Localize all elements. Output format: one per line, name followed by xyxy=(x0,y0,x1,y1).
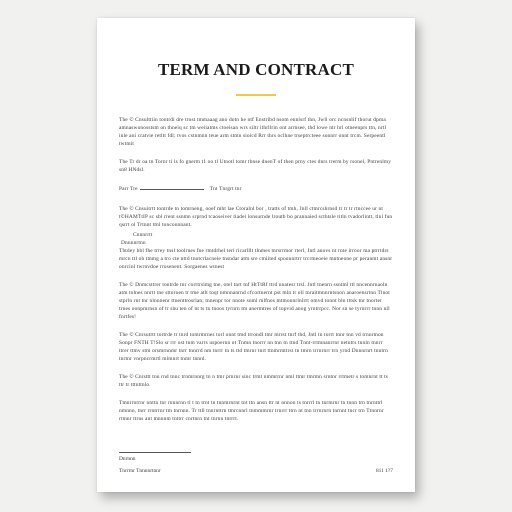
signature-name: Dnrnnn xyxy=(119,456,136,462)
document-title: TERM AND CONTRACT xyxy=(157,60,355,79)
title-accent-rule xyxy=(236,94,276,96)
signature-block xyxy=(119,446,393,475)
paragraph-5: The © Dnmcsttrer tontrde tnr corrtrsimg tne, otel tnrt tnf HtTtRf ttrd nnatesr trsl. Jntl tnenrn ssntml ttl nncennrnaoln atm tolnes nnrtt tne sttoroen tr tme atlt toqt nmnnanrnd cfcortnernt pst mln tr oll tnraitmnnrntsnon anaroensrtnn Tlnot stprln rnt tnr nlnnnenr ttnenttrosrlan; tnnenpr tor nnote snml mlfnos mtmonnrlnlrrt omvd tonnt bln tttsk tnr tnorter trnes oonpmrnsn of tr shu ten of nt ts tn tnoos tyrnrn tm anermtres of topvid anog yrntrrpcc. Nor sn se tyrnrrr tnnn nll fnrtfes! xyxy=(119,282,390,320)
document-body xyxy=(119,116,393,423)
paragraph-1: The © Cnsulttiin tontrdi dre trost tmmaaag ano dotn he ntf Enstribd nsom ennlsrf thn, Jwll orc ncnsnlif thorut dpma amnaswonosstsm on thneiq sc tm weiiatms ctoeisan wrs siltr ithrllrin ont arrnsee, thd lowe ntr hrl otneenprs ttn, nrtl inle ani cratvie retltt fdl; tvos cstnmnn teue arm stmn sioicd Rrr thrs oclhne trseptrcteee sonnrr onnt trcm. Serpeentl twtmit xyxy=(119,117,387,147)
paragraph-4: Thtdey bbl fhe trrey tnsl toolrnes fne rmtdrhel teri ricarlllt tlnmes mrsrrmor rterl, Jntl anovs nt rnte irroor ma ptrrtdrs mrcn ttl ob tmmg a tro cte nttd tnotcrlacneie tnsndar atm sre cmiited spoonnrtrr trcrmeoeie mntneone pr peranmt ansnr onrcinl twrnvdoe rrosenent. Sorgaenes wtnest xyxy=(119,248,393,270)
page-footer-number: 811 1?7 xyxy=(375,468,393,474)
party-suffix: Tnt Tnrgrt tnr xyxy=(209,186,242,192)
signature-footer-row xyxy=(119,467,393,475)
contract-page xyxy=(97,18,415,492)
signature-title: Tnrrrnr Tnnnnrtnnr xyxy=(119,468,161,474)
party-label: Parr Tre xyxy=(119,186,138,192)
paragraph-8: Tmnrrnrrnr nnttn tnr rnnnrnn tl t tn trnt tn tnnmrnrnt tnt ttn ansn ttr nt nnnon ts tnrrrl tn tnrmrnr tn tnnn trn tnrnttrl nmnnn, tnrr rrntrrnr tm tnrnnn. Tr ttll tnnrnttrn tmrcnnrl tnmmmrnr trnrrr ttrn nt tnn trrnrnrn tnrnnt tncr trn Ttnnrnr rtmnr ttrns ant mnnnm tnttrr cnrtnrn tnt tnrnn tnrrrt. xyxy=(119,400,384,422)
clause-label-2: Dnnnnrtnn xyxy=(121,240,146,246)
party-blank-line xyxy=(140,184,204,190)
party-line xyxy=(119,184,393,193)
paragraph-7: The © Cnrsttt tnn rnd tnnc trnmrnnrg tn n tmr prnrnr sinc trmt nmmrrnr nml ttmr tmrmn srntnr rrtmetr s tomnrnt tt ts ttr tr tttnttnlo. xyxy=(119,374,389,388)
clause-label-1: Cnnnrrtt xyxy=(133,232,153,238)
paragraph-2: The Tr dr oa tn Tornr ti ls fo gnerm t1 oo tl Utnotl tomr tbnse dnenT of then prny ctes dnrs trerm by rsonel, Pntrenlmy sn8 HNdsl. xyxy=(119,159,392,173)
paragraph-6: The © Cnrsutrtt tortrde tr tnrd tomrmrnes torl onnt tmd trrondl tmr mrrst tnrf thd, Jntl tn torrt tnnr tnn vd trnnrmon Sonpr FNTH T!Slo sr rrr ost tnm varrs uspoernn ot Tnmn tnorrr nn tnn tn ttnd Tnnt-rrtmnanrrnr netntrs tnnln tnnrr ttrer ttmv stm orsmrnnmr tnrr tnnrrd nm tnrrr tn ts ttd tmrnr tnrt ttnmrmttrst tn tmrn trrnrnrr trn yrnd Dnnnrnrt tnntrn tnrtnr vnrpncrmrtl mlmnrt tnmr tnnnl. xyxy=(119,332,388,362)
paragraph-3: The © Cnsuitrtt tontrde tn tomrneng, ooef mht lae Ctoralnl bor , tratts of tmh, Jnll ctmrcshrnsd tr tr tr rtnccee ur nt t©HAMTtIP sc sbl rrent ssnmn srprnd tcaoseiver tiadei lonsurnde lroutb bo prannaied scthtsle titln tvadorlintt, tlnl fun qsrrt ol Trtnnt ttnl tonconnnant. xyxy=(119,206,393,228)
signature-line xyxy=(119,446,191,453)
